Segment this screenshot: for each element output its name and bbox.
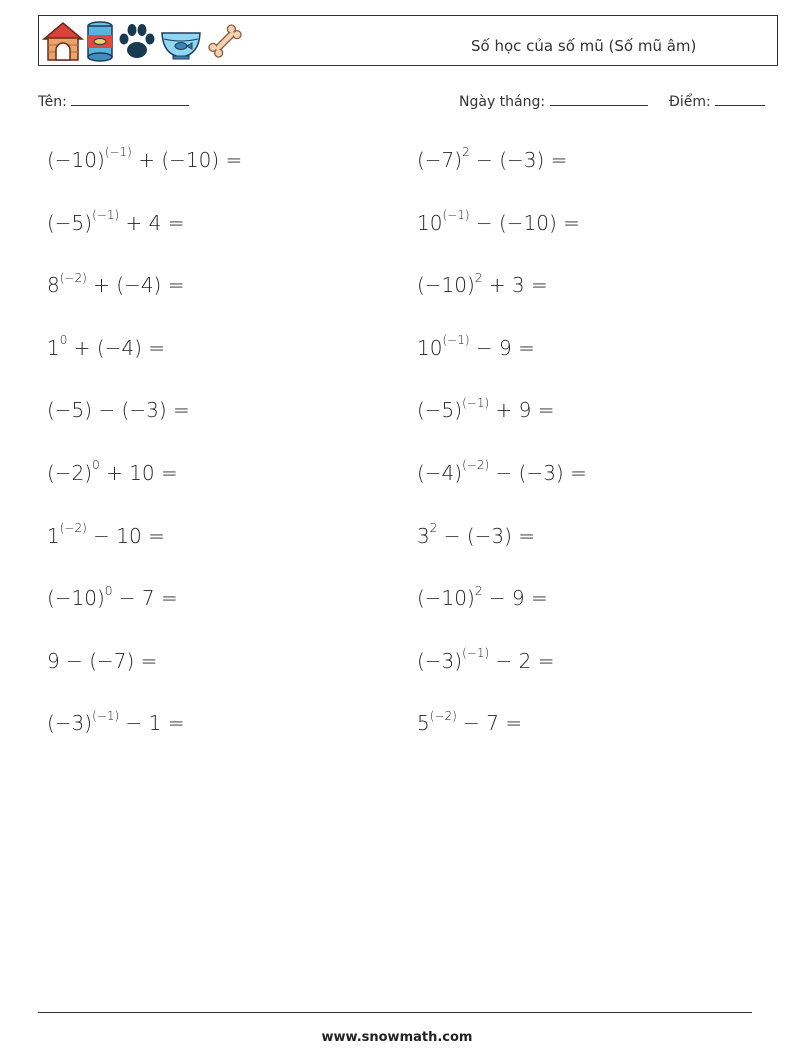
problem-rest: + (−10) =: [138, 148, 243, 172]
problem-item: [47, 207, 185, 235]
problem-exponent: (−1): [442, 333, 470, 348]
problem-rest: − 9 =: [488, 586, 548, 611]
footer-url: www.snowmath.com: [321, 1030, 473, 1045]
problem-base: 5: [417, 711, 430, 736]
problem-item: [417, 145, 568, 172]
worksheet-title: Số học của số mũ (Số mũ âm): [471, 37, 697, 55]
problem-rest: − 2 =: [495, 648, 555, 673]
problem-exponent: (−1): [462, 395, 490, 410]
problem-exponent: (−1): [462, 646, 490, 661]
footer-divider: [38, 1012, 752, 1013]
problem-exponent: 0: [59, 333, 68, 348]
problem-item: [47, 583, 178, 611]
problem-item: [47, 398, 190, 422]
problem-item: [47, 270, 185, 298]
problem-item: [47, 520, 165, 548]
problem-item: [47, 333, 166, 360]
problem-item: [417, 520, 536, 548]
problem-base: 10: [417, 335, 443, 360]
problem-rest: + 10 =: [106, 461, 178, 485]
problem-base: (−5): [417, 398, 463, 423]
problem-exponent: (−1): [92, 207, 120, 222]
problem-rest: + (−4) =: [93, 273, 185, 298]
problem-item: [417, 458, 587, 485]
problem-rest: − (−3) =: [443, 523, 536, 548]
problem-exponent: (−2): [462, 458, 490, 473]
problem-item: [47, 708, 185, 736]
problem-base: 1: [47, 335, 60, 360]
problem-rest: − 9 =: [475, 335, 535, 360]
problem-rest: + 4 =: [125, 210, 185, 235]
problem-exponent: (−1): [104, 145, 132, 160]
problem-rest: − 1 =: [125, 711, 185, 736]
problem-item: [47, 458, 178, 485]
problem-item: [47, 145, 243, 172]
problem-exponent: 0: [104, 583, 113, 598]
score-label: Điểm:: [669, 94, 711, 110]
problem-rest: − 7 =: [463, 711, 523, 736]
problem-exponent: (−2): [59, 270, 87, 285]
problem-exponent: (−1): [92, 708, 120, 723]
problem-item: [417, 395, 555, 423]
name-label: Tên:: [38, 94, 67, 110]
problem-item: [417, 207, 580, 235]
problem-exponent: 2: [429, 520, 438, 535]
problem-base: (−7): [417, 148, 463, 172]
problem-item: [417, 646, 555, 673]
problem-exponent: (−2): [59, 520, 87, 535]
problem-exponent: (−2): [429, 708, 457, 723]
problem-rest: − (−10) =: [475, 210, 580, 235]
problem-base: (−10): [417, 273, 475, 298]
problem-rest: − (−3) =: [495, 461, 587, 485]
date-label: Ngày tháng:: [459, 94, 546, 110]
problem-base: (−4): [417, 461, 463, 485]
problem-rest: − 7 =: [118, 586, 178, 611]
problem-item: [417, 270, 548, 298]
problem-exponent: 2: [462, 145, 470, 160]
problem-base: (−5) − (−3) =: [47, 398, 190, 423]
problem-base: (−2): [47, 461, 93, 485]
problem-base: 1: [47, 523, 60, 548]
problem-rest: + 9 =: [495, 398, 555, 423]
problem-rest: + 3 =: [488, 273, 548, 298]
problem-base: (−10): [47, 148, 105, 172]
problem-base: 9 − (−7) =: [47, 648, 158, 673]
problem-base: (−3): [47, 711, 93, 736]
problem-item: [47, 649, 157, 673]
problem-base: (−3): [417, 648, 463, 673]
problem-exponent: 2: [474, 583, 483, 598]
problem-exponent: 2: [474, 270, 483, 285]
problem-base: (−5): [47, 210, 93, 235]
problem-rest: − 10 =: [93, 523, 165, 548]
problem-exponent: 0: [92, 458, 100, 473]
problem-base: 3: [417, 523, 430, 548]
problem-item: [417, 333, 535, 360]
problem-item: [417, 583, 548, 611]
problem-exponent: (−1): [442, 207, 470, 222]
problem-base: (−10): [417, 586, 475, 611]
problem-rest: + (−4) =: [73, 335, 166, 360]
problem-base: 10: [417, 210, 443, 235]
problem-item: [417, 708, 523, 736]
problem-base: (−10): [47, 586, 105, 611]
problem-base: 8: [47, 273, 60, 298]
problem-rest: − (−3) =: [476, 148, 568, 172]
